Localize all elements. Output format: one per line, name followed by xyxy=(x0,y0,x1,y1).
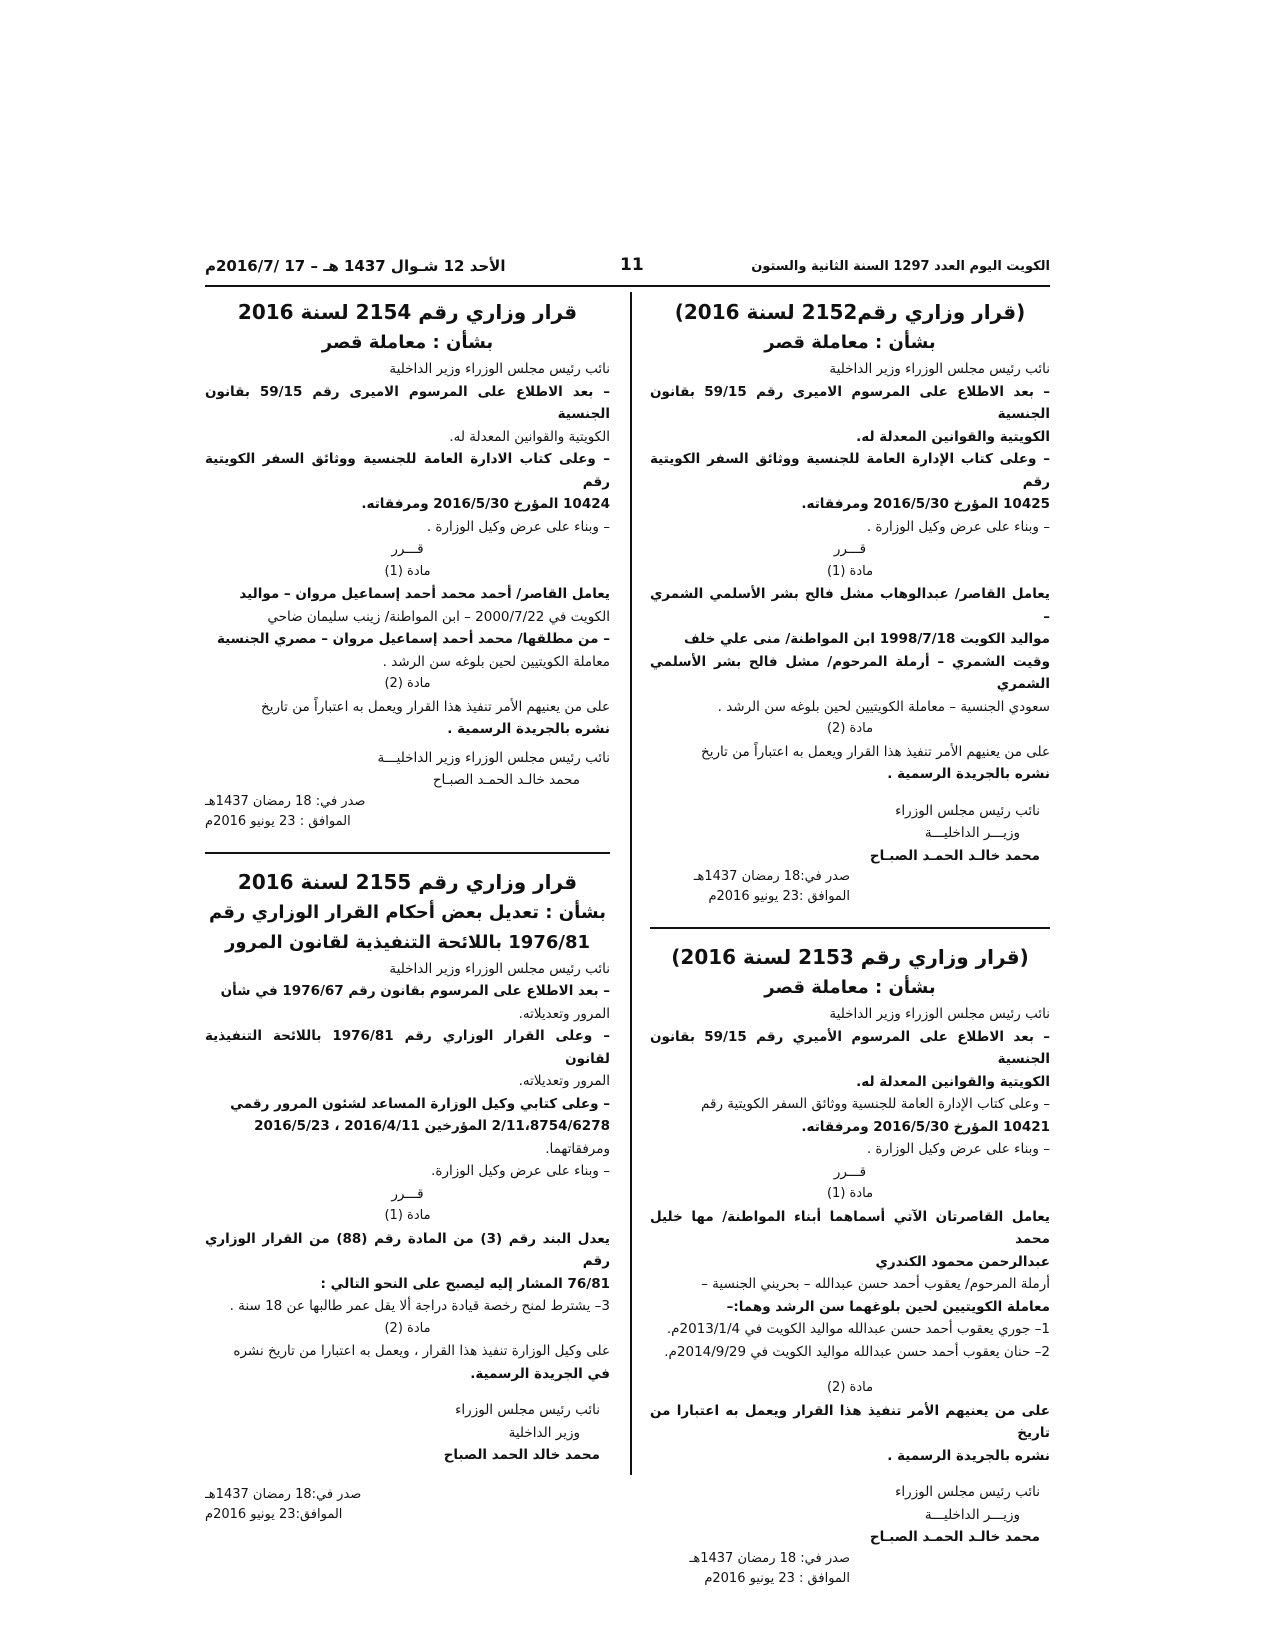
preamble-line: الكويتية والقوانين المعدلة له. xyxy=(856,1073,1050,1090)
decree-title: (قرار وزاري رقم2152 لسنة 2016) xyxy=(674,300,1026,324)
article-text: – من مطلقها/ محمد أحمد إسماعيل مروان – مصري الجنسية xyxy=(216,631,610,647)
preamble-line: المرور وتعديلاته. xyxy=(518,1005,610,1022)
left-column xyxy=(205,296,610,1525)
article-text: على من يعنيهم الأمر تنفيذ هذا القرار ويعمل به اعتباراً من تاريخ xyxy=(701,743,1050,760)
article-text: مواليد الكويت 1998/7/18 ابن المواطنة/ منى علي خلف xyxy=(684,631,1050,647)
article-text: معاملة الكويتيين لحين بلوغه سن الرشد . xyxy=(382,653,610,670)
decree-subject: بشأن : معاملة قصر xyxy=(764,332,936,353)
page-number: 11 xyxy=(620,255,644,275)
article-text: أرملة المرحوم/ يعقوب أحمد حسن عبدالله – بحريني الجنسية – xyxy=(701,1276,1050,1292)
article-heading: مادة (2) xyxy=(826,721,874,736)
article-heading: مادة (2) xyxy=(826,1380,874,1395)
signature-line: نائب رئيس مجلس الوزراء xyxy=(455,1402,600,1418)
decree-2153 xyxy=(650,941,1050,1589)
article-text: على من يعنيهم الأمر تنفيذ هذا القرار ويعمل به اعتبارا من تاريخ xyxy=(650,1402,1050,1441)
preamble-line: – بعد الاطلاع على المرسوم الاميرى رقم 59/15 بقانون الجنسية xyxy=(205,383,610,422)
decree-title: (قرار وزاري رقم 2153 لسنة 2016) xyxy=(671,945,1029,969)
article-text: في الجريدة الرسمية. xyxy=(470,1365,610,1382)
column-divider xyxy=(630,292,632,1475)
preamble-line: نائب رئيس مجلس الوزراء وزير الداخلية xyxy=(389,960,610,977)
decided-heading: قـــرر xyxy=(391,1185,424,1202)
article-heading: مادة (1) xyxy=(384,1208,431,1223)
preamble-line: 10424 المؤرخ 2016/5/30 ومرفقاته. xyxy=(361,496,610,512)
signature-line: وزيـــر الداخليـــة xyxy=(924,1506,1020,1523)
preamble-line: – وعلى كتاب الإدارة العامة للجنسية ووثائق السفر الكويتية رقم xyxy=(701,1096,1050,1112)
decree-2152 xyxy=(650,296,1050,907)
article-text: الكويت في 2000/7/22 – ابن المواطنة/ زينب سليمان ضاحي xyxy=(267,608,610,625)
signature-line: نائب رئيس مجلس الوزراء وزير الداخليـــة xyxy=(377,749,610,766)
preamble-line: – وبناء على عرض وكيل الوزارة . xyxy=(426,518,610,535)
preamble-line: – بعد الاطلاع على المرسوم بقانون رقم 1976/67 في شأن xyxy=(220,983,610,999)
preamble-line: – وبناء على عرض وكيل الوزارة . xyxy=(866,1141,1050,1157)
signature-line: نائب رئيس مجلس الوزراء xyxy=(895,802,1040,819)
decided-heading: قـــرر xyxy=(833,1163,867,1180)
signature-line: محمد خالـد الحمـد الصبـاح xyxy=(432,772,580,788)
corresponding-date: الموافق : 23 يونيو 2016م xyxy=(704,1570,850,1586)
decree-subject: بشأن : معاملة قصر xyxy=(321,332,494,353)
page-header xyxy=(205,253,1050,287)
article-heading: مادة (1) xyxy=(384,563,431,579)
article-text: 76/81 المشار إليه ليصبح على النحو التالي : xyxy=(320,1275,610,1292)
preamble-line: الكويتية والقوانين المعدلة له. xyxy=(449,428,610,445)
article-heading: مادة (2) xyxy=(384,676,431,691)
signature-line: محمد خالـد الحمـد الصبـاح xyxy=(869,847,1040,864)
signature-line: وزير الداخلية xyxy=(508,1424,580,1441)
preamble-line: – بعد الاطلاع على المرسوم الاميرى رقم 59/15 بقانون الجنسية xyxy=(650,383,1050,422)
preamble-line: 10421 المؤرخ 2016/5/30 ومرفقاته. xyxy=(801,1118,1050,1135)
article-text: يعدل البند رقم (3) من المادة رقم (88) من القرار الوزاري رقم xyxy=(205,1230,610,1269)
right-column xyxy=(650,296,1050,1589)
decree-subject: 1976/81 باللائحة التنفيذية لقانون المرور xyxy=(224,931,590,953)
preamble-line: – وعلى كتاب الادارة العامة للجنسية ووثائق السفر الكويتية رقم xyxy=(205,451,610,490)
article-text: عبدالرحمن محمود الكندري xyxy=(875,1253,1050,1270)
article-text: يعامل القاصر/ عبدالوهاب مشل فالح بشر الأسلمي الشمري – xyxy=(650,586,1050,625)
decree-subject: بشأن : معاملة قصر xyxy=(764,977,936,998)
preamble-line: المرور وتعديلاته. xyxy=(518,1073,610,1089)
article-heading: مادة (2) xyxy=(384,1320,431,1336)
article-text: على وكيل الوزارة تنفيذ هذا القرار ، ويعمل به اعتبارا من تاريخ نشره xyxy=(233,1343,610,1359)
article-text: سعودي الجنسية – معاملة الكويتيين لحين بلوغه سن الرشد . xyxy=(717,698,1050,715)
section-separator xyxy=(205,852,610,854)
decree-title: قرار وزاري رقم 2155 لسنة 2016 xyxy=(237,869,578,894)
article-text: 1– جوري يعقوب أحمد حسن عبدالله مواليد الكويت في 2013/1/4م. xyxy=(666,1321,1050,1337)
article-text: 3– يشترط لمنح رخصة قيادة دراجة ألا يقل عمر طالبها عن 18 سنة . xyxy=(229,1298,610,1314)
decree-title: قرار وزاري رقم 2154 لسنة 2016 xyxy=(237,300,578,324)
corresponding-date: الموافق:23 يونيو 2016م xyxy=(205,1506,343,1522)
article-text: وقيت الشمري – أرملة المرحوم/ مشل فالح بشر الأسلمي الشمري xyxy=(650,653,1050,692)
section-separator xyxy=(650,927,1050,929)
preamble-line: – وبناء على عرض وكيل الوزارة . xyxy=(866,518,1050,535)
preamble-line: – بعد الاطلاع على المرسوم الأميري رقم 59/15 بقانون الجنسية xyxy=(650,1028,1050,1067)
preamble-line: – وعلى القرار الوزاري رقم 1976/81 باللائحة التنفيذية لقانون xyxy=(205,1028,611,1067)
preamble-line: الكويتية والقوانين المعدلة له. xyxy=(856,428,1050,445)
signature-line: محمد خالـد الحمـد الصبـاح xyxy=(869,1529,1040,1545)
article-heading: مادة (1) xyxy=(826,1186,874,1201)
article-text: 2– حنان يعقوب أحمد حسن عبدالله مواليد الكويت في 2014/9/29م. xyxy=(664,1343,1050,1360)
decree-2155 xyxy=(205,866,610,1525)
signature-line: وزيـــر الداخليـــة xyxy=(924,825,1020,841)
issued-date: صدر في:18 رمضان 1437هـ xyxy=(205,1486,362,1502)
article-text: على من يعنيهم الأمر تنفيذ هذا القرار ويعمل به اعتباراً من تاريخ xyxy=(261,698,610,715)
decree-subject: بشأن : تعديل بعض أحكام القرار الوزاري رقم xyxy=(209,901,606,923)
decided-heading: قـــرر xyxy=(833,541,867,557)
decided-heading: قـــرر xyxy=(391,541,424,557)
gazette-issue-info: الكويت اليوم العدد 1297 السنة الثانية والستون xyxy=(751,259,1050,274)
issued-date: صدر في: 18 رمضان 1437هـ xyxy=(205,793,366,809)
article-text: معاملة الكويتيين لحين بلوغهما سن الرشد وهما:– xyxy=(726,1298,1050,1315)
article-heading: مادة (1) xyxy=(826,563,874,579)
article-text: نشره بالجريدة الرسمية . xyxy=(887,1447,1050,1464)
issued-date: صدر في:18 رمضان 1437هـ xyxy=(693,869,850,884)
issued-date: صدر في: 18 رمضان 1437هـ xyxy=(689,1550,850,1566)
preamble-line: 10425 المؤرخ 2016/5/30 ومرفقاته. xyxy=(801,496,1050,512)
preamble-line: نائب رئيس مجلس الوزراء وزير الداخلية xyxy=(829,1006,1050,1022)
corresponding-date: الموافق :23 يونيو 2016م xyxy=(708,889,850,904)
preamble-line: 2/11،8754/6278 المؤرخين 2016/4/11 ، 2016/5/23 xyxy=(254,1118,610,1134)
preamble-line: – وعلى كتاب الإدارة العامة للجنسية ووثائق السفر الكويتية رقم xyxy=(650,451,1050,490)
article-text: نشره بالجريدة الرسمية . xyxy=(447,721,610,737)
preamble-line: – وعلى كتابي وكيل الوزارة المساعد لشئون المرور رقمي xyxy=(230,1095,610,1112)
article-text: يعامل القاصر/ أحمد محمد أحمد إسماعيل مروان – مواليد xyxy=(239,586,610,602)
issue-date: الأحد 12 شـوال 1437 هـ – 17 /2016/7م xyxy=(205,257,506,275)
signature-line: محمد خالد الحمد الصباح xyxy=(443,1447,600,1463)
article-text: يعامل القاصرتان الآتي أسماهما أبناء المواطنة/ مها خليل محمد xyxy=(650,1208,1050,1247)
preamble-line: – وبناء على عرض وكيل الوزارة. xyxy=(431,1163,610,1179)
signature-line: نائب رئيس مجلس الوزراء xyxy=(895,1484,1040,1500)
decree-2154 xyxy=(205,296,610,832)
article-text: نشره بالجريدة الرسمية . xyxy=(887,766,1050,782)
corresponding-date: الموافق : 23 يونيو 2016م xyxy=(205,813,351,829)
preamble-line: نائب رئيس مجلس الوزراء وزير الداخلية xyxy=(829,361,1050,377)
preamble-line: نائب رئيس مجلس الوزراء وزير الداخلية xyxy=(389,361,610,377)
preamble-line: ومرفقاتهما. xyxy=(545,1140,610,1157)
